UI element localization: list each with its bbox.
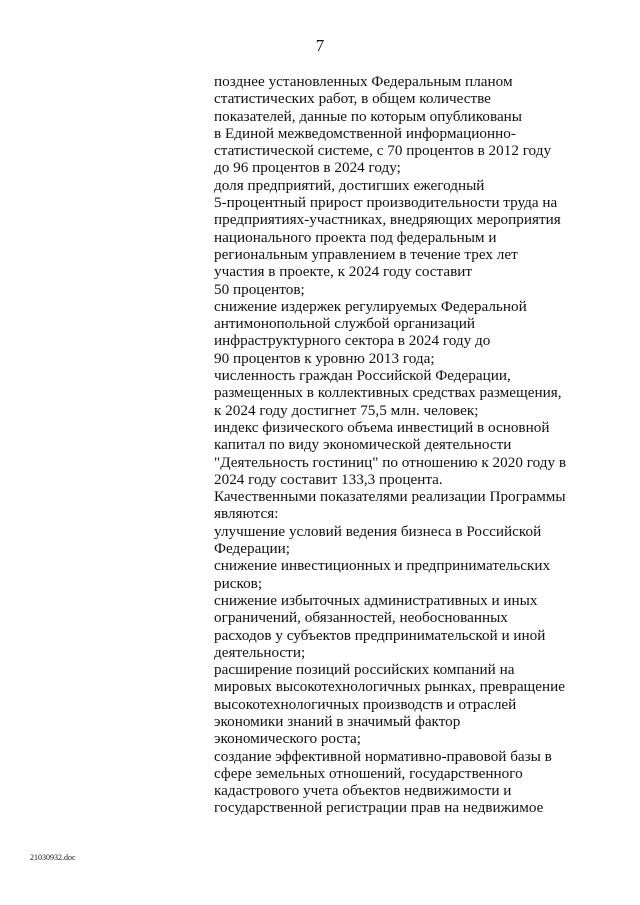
text-line: до 96 процентов в 2024 году; bbox=[214, 159, 401, 177]
text-line: высокотехнологичных производств и отраслей bbox=[214, 695, 517, 713]
document-body bbox=[214, 73, 574, 817]
text-line: доля предприятий, достигших ежегодный bbox=[214, 176, 485, 194]
text-line: мировых высокотехнологичных рынках, превращение bbox=[214, 678, 565, 696]
text-line: расширение позиций российских компаний на bbox=[214, 661, 515, 679]
text-line: показателей, данные по которым опубликованы bbox=[214, 107, 523, 125]
footer-filename: 21030932.doc bbox=[30, 853, 76, 862]
text-line: создание эффективной нормативно-правовой базы в bbox=[214, 747, 552, 765]
text-line: экономического роста; bbox=[214, 730, 361, 748]
text-line: являются: bbox=[214, 505, 279, 523]
text-line: национального проекта под федеральным и bbox=[214, 228, 497, 246]
text-line: расходов у субъектов предпринимательской и иной bbox=[214, 626, 546, 644]
text-line: "Деятельность гостиниц" по отношению к 2020 году в bbox=[214, 453, 567, 471]
text-line: Качественными показателями реализации Программы bbox=[214, 488, 566, 506]
text-line: капитал по виду экономической деятельности bbox=[214, 436, 512, 454]
text-line: к 2024 году достигнет 75,5 млн. человек; bbox=[214, 401, 479, 419]
text-line: Федерации; bbox=[214, 540, 290, 558]
text-line: участия в проекте, к 2024 году составит bbox=[214, 263, 473, 281]
page-number: 7 bbox=[315, 36, 325, 55]
text-line: в Единой межведомственной информационно- bbox=[214, 124, 516, 142]
text-line: региональным управлением в течение трех лет bbox=[214, 245, 518, 263]
text-line: рисков; bbox=[214, 574, 263, 592]
text-line: улучшение условий ведения бизнеса в Российской bbox=[214, 522, 542, 540]
text-line: инфраструктурного сектора в 2024 году до bbox=[214, 332, 491, 350]
text-line: 2024 году составит 133,3 процента. bbox=[214, 470, 443, 488]
text-line: численность граждан Российской Федерации, bbox=[214, 367, 511, 385]
text-line: статистических работ, в общем количестве bbox=[214, 90, 491, 108]
text-line: антимонопольной службой организаций bbox=[214, 315, 476, 333]
text-line: снижение издержек регулируемых Федеральной bbox=[214, 297, 527, 315]
text-line: размещенных в коллективных средствах размещения, bbox=[214, 384, 562, 402]
text-line: предприятиях-участниках, внедряющих мероприятия bbox=[214, 211, 561, 229]
text-line: позднее установленных Федеральным планом bbox=[214, 73, 513, 90]
text-line: экономики знаний в значимый фактор bbox=[214, 712, 461, 730]
text-line: деятельности; bbox=[214, 643, 306, 661]
text-line: статистической системе, с 70 процентов в 2012 году bbox=[214, 142, 552, 160]
text-line: 90 процентов к уровню 2013 года; bbox=[214, 349, 435, 367]
text-line: государственной регистрации прав на недвижимое bbox=[214, 799, 544, 817]
text-line: ограничений, обязанностей, необоснованных bbox=[214, 609, 508, 627]
text-line: индекс физического объема инвестиций в основной bbox=[214, 418, 550, 436]
text-line: снижение инвестиционных и предпринимательских bbox=[214, 557, 551, 575]
text-line: снижение избыточных административных и иных bbox=[214, 591, 538, 609]
text-line: кадастрового учета объектов недвижимости и bbox=[214, 782, 512, 800]
text-line: 5-процентный прирост производительности труда на bbox=[214, 194, 558, 212]
text-line: сфере земельных отношений, государственного bbox=[214, 764, 523, 782]
text-line: 50 процентов; bbox=[214, 280, 305, 298]
